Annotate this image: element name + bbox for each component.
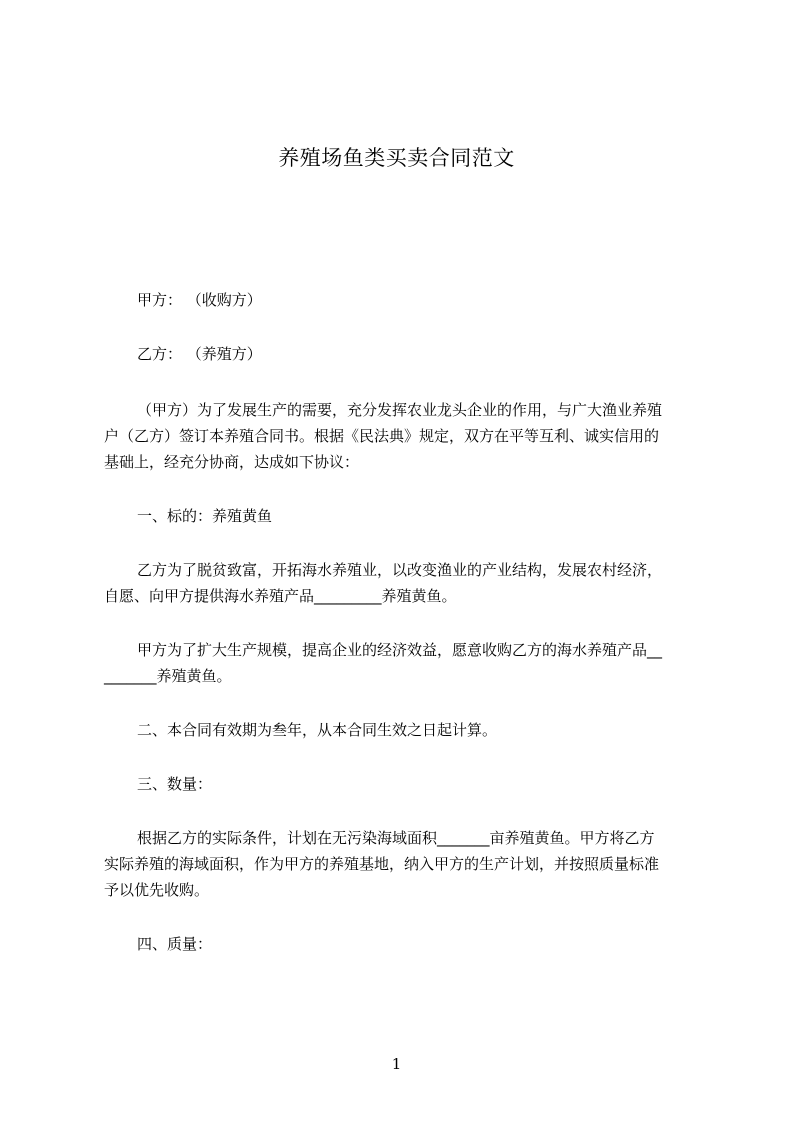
intro-line-2: 户（乙方）签订本养殖合同书。根据《民法典》规定，双方在平等互利、诚实信用的 xyxy=(104,427,660,445)
section3-para-line-3: 予以优先收购。 xyxy=(104,881,210,899)
section3-heading: 三、数量： xyxy=(137,775,213,793)
section1-para1-line-1: 乙方为了脱贫致富，开拓海水养殖业，以改变渔业的产业结构，发展农村经济， xyxy=(137,561,663,579)
intro-line-1: （甲方）为了发展生产的需要，充分发挥农业龙头企业的作用，与广大渔业养殖 xyxy=(137,401,663,419)
document-title: 养殖场鱼类买卖合同范文 xyxy=(278,146,515,170)
page-number: 1 xyxy=(391,1055,402,1073)
section1-para2-line-1: 甲方为了扩大生产规模，提高企业的经济效益，愿意收购乙方的海水养殖产品__ xyxy=(137,641,663,659)
section1-para2-line-2: _______养殖黄鱼。 xyxy=(104,667,232,685)
section3-para-line-2: 实际养殖的海域面积，作为甲方的养殖基地，纳入甲方的生产计划，并按照质量标准 xyxy=(104,855,660,873)
section1-para1-line-2: 自愿、向甲方提供海水养殖产品_________养殖黄鱼。 xyxy=(104,587,457,605)
section2-heading: 二、本合同有效期为叁年，从本合同生效之日起计算。 xyxy=(137,721,498,739)
section1-heading: 一、标的：养殖黄鱼 xyxy=(137,507,273,525)
party-b-line: 乙方： （养殖方） xyxy=(137,345,262,363)
party-a-line: 甲方： （收购方） xyxy=(137,291,262,309)
intro-line-3: 基础上，经充分协商，达成如下协议： xyxy=(104,453,360,471)
section4-heading: 四、质量： xyxy=(137,935,213,953)
section3-para-line-1: 根据乙方的实际条件，计划在无污染海域面积_______亩养殖黄鱼。甲方将乙方 xyxy=(137,829,655,847)
